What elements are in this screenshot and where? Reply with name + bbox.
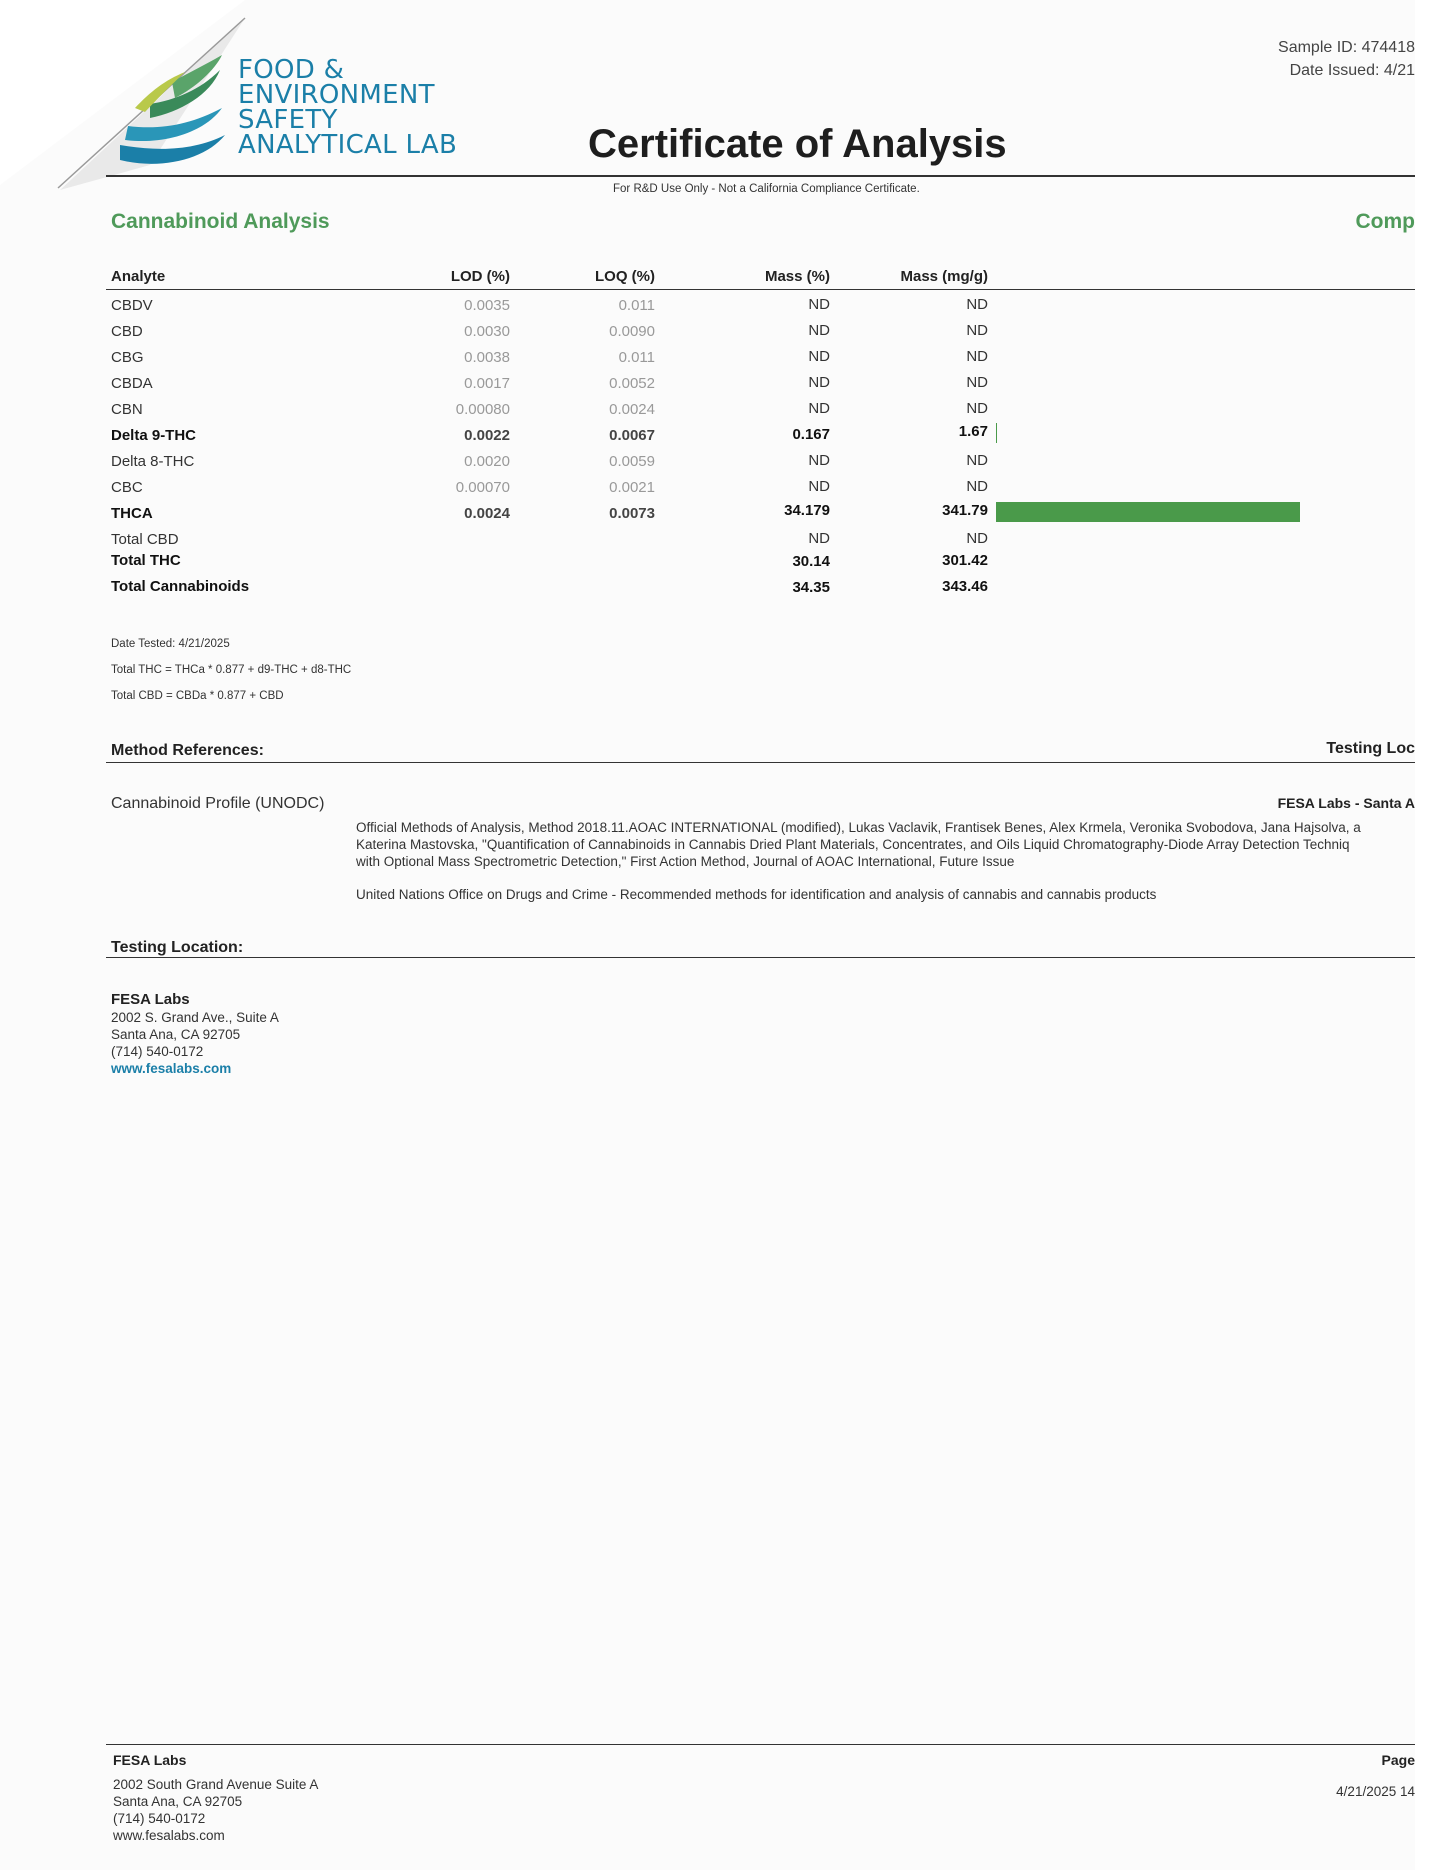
date-issued: Date Issued: 4/21: [1289, 62, 1415, 79]
loq-value: 0.0073: [609, 505, 655, 522]
mass-percent: ND: [808, 374, 830, 391]
column-header: Mass (mg/g): [900, 268, 988, 285]
analyte-name: Delta 8-THC: [111, 453, 195, 470]
total-mass-mg: 343.46: [942, 578, 988, 595]
analyte-name: CBG: [111, 349, 144, 366]
logo-emblem-icon: [0, 0, 260, 200]
lod-value: 0.0017: [464, 375, 510, 392]
footer-divider: [106, 1744, 1415, 1745]
logo-line: ENVIRONMENT: [238, 80, 435, 110]
logo-line: FOOD &: [238, 55, 345, 85]
footer-address: 2002 South Grand Avenue Suite A: [113, 1777, 319, 1792]
mass-percent: ND: [808, 322, 830, 339]
total-name: Total THC: [111, 552, 181, 569]
rd-note: For R&D Use Only - Not a California Compliance Certificate.: [613, 183, 920, 195]
testing-lab-city: Santa Ana, CA 92705: [111, 1027, 241, 1042]
loq-value: 0.0024: [609, 401, 655, 418]
sample-id: Sample ID: 474418: [1278, 39, 1415, 56]
column-header: LOQ (%): [595, 268, 655, 285]
total-mass-percent: 30.14: [792, 553, 830, 570]
column-header: Mass (%): [764, 268, 830, 285]
lod-value: 0.0030: [464, 323, 510, 340]
mass-percent: 34.179: [784, 502, 830, 519]
mass-mg: ND: [966, 296, 988, 313]
cannabinoid-profile: Cannabinoid Profile (UNODC): [111, 795, 325, 812]
method-divider: [106, 762, 1415, 763]
total-name: Total CBD: [111, 531, 179, 548]
lod-value: 0.00080: [455, 401, 510, 418]
mass-percent: ND: [808, 348, 830, 365]
mass-mg: ND: [966, 322, 988, 339]
testing-location-title-right: Testing Loc: [1326, 740, 1415, 757]
testing-lab-name: FESA Labs: [111, 991, 190, 1008]
total-mass-percent: ND: [808, 530, 830, 547]
method-references-title: Method References:: [111, 742, 264, 759]
lod-value: 0.00070: [455, 479, 510, 496]
total-mass-mg: 301.42: [942, 552, 988, 569]
mass-percent: ND: [808, 296, 830, 313]
total-name: Total Cannabinoids: [111, 578, 250, 595]
lab-logo-text: [238, 55, 458, 160]
analyte-name: CBDA: [111, 375, 153, 392]
loq-value: 0.0021: [609, 479, 655, 496]
method-ref-line: with Optional Mass Spectrometric Detection," First Action Method, Journal of AOAC International, Future Issue: [356, 854, 1015, 869]
column-header: Analyte: [111, 268, 166, 285]
footer-timestamp: 4/21/2025 14: [1336, 1784, 1415, 1799]
sample-info: [1278, 36, 1415, 82]
testing-lab-address: 2002 S. Grand Ave., Suite A: [111, 1010, 279, 1025]
testing-location-title: Testing Location:: [111, 939, 244, 956]
total-mass-mg: ND: [966, 530, 988, 547]
mass-mg: ND: [966, 400, 988, 417]
total-thc-formula: Total THC = THCa * 0.877 + d9-THC + d8-THC: [111, 664, 352, 676]
lod-value: 0.0038: [464, 349, 510, 366]
footer-page: Page: [1381, 1752, 1415, 1768]
mass-mg: ND: [966, 348, 988, 365]
mass-percent: ND: [808, 478, 830, 495]
composition-bar-thca: [996, 502, 1300, 522]
loq-value: 0.0090: [609, 323, 655, 340]
method-ref-unodc: United Nations Office on Drugs and Crime - Recommended methods for identification and analysis of cannabis and cannabis products: [356, 887, 1157, 902]
lod-value: 0.0022: [464, 427, 510, 444]
analyte-name: Delta 9-THC: [111, 427, 197, 444]
footer-phone: (714) 540-0172: [113, 1811, 206, 1826]
mass-mg: 341.79: [942, 502, 988, 519]
mass-mg: ND: [966, 478, 988, 495]
date-tested: Date Tested: 4/21/2025: [111, 638, 230, 650]
mass-percent: ND: [808, 400, 830, 417]
method-ref-line: Katerina Mastovska, "Quantification of Cannabinoids in Cannabis Dried Plant Materials, Concentrates, and Oils Liquid Chromatography-Diode Array Detection Techniq: [356, 837, 1350, 852]
page-title: Certificate of Analysis: [588, 122, 1007, 166]
testing-lab-phone: (714) 540-0172: [111, 1044, 204, 1059]
mass-mg: ND: [966, 452, 988, 469]
logo-line: SAFETY: [238, 105, 338, 135]
logo-line: ANALYTICAL LAB: [238, 130, 458, 160]
header-divider: [106, 175, 1415, 177]
lab-location: FESA Labs - Santa A: [1277, 795, 1415, 811]
lod-value: 0.0035: [464, 297, 510, 314]
mass-mg: 1.67: [958, 423, 988, 440]
mass-percent: 0.167: [792, 426, 830, 443]
composition-bar-delta9-thc: [996, 423, 997, 443]
section-title: Cannabinoid Analysis: [111, 210, 330, 233]
analyte-name: CBN: [111, 401, 143, 418]
loq-value: 0.0052: [609, 375, 655, 392]
loq-value: 0.0059: [609, 453, 655, 470]
footer-lab-name: FESA Labs: [113, 1752, 187, 1768]
lod-value: 0.0020: [464, 453, 510, 470]
total-cbd-formula: Total CBD = CBDa * 0.877 + CBD: [111, 690, 284, 702]
analyte-name: CBDV: [111, 297, 153, 314]
analyte-name: CBC: [111, 479, 143, 496]
testing-lab-website-link[interactable]: www.fesalabs.com: [111, 1061, 232, 1076]
page-edge: [1415, 0, 1445, 1870]
footer-city: Santa Ana, CA 92705: [113, 1794, 243, 1809]
section-title-right: Comp: [1355, 210, 1415, 233]
method-ref-line: Official Methods of Analysis, Method 2018.11.AOAC INTERNATIONAL (modified), Lukas Vaclavik, Frantisek Benes, Alex Krmela, Veronika Svobodova, Jana Hajsolva, a: [356, 820, 1361, 835]
table-header-divider: [106, 289, 1415, 290]
loq-value: 0.011: [618, 349, 655, 366]
mass-percent: ND: [808, 452, 830, 469]
total-mass-percent: 34.35: [792, 579, 830, 596]
analyte-name: CBD: [111, 323, 143, 340]
mass-mg: ND: [966, 374, 988, 391]
loq-value: 0.011: [618, 297, 655, 314]
column-header: LOD (%): [450, 268, 510, 285]
footer-website: www.fesalabs.com: [113, 1828, 225, 1843]
lod-value: 0.0024: [464, 505, 510, 522]
analyte-name: THCA: [111, 505, 153, 522]
testing-location-divider: [106, 957, 1415, 958]
loq-value: 0.0067: [609, 427, 655, 444]
